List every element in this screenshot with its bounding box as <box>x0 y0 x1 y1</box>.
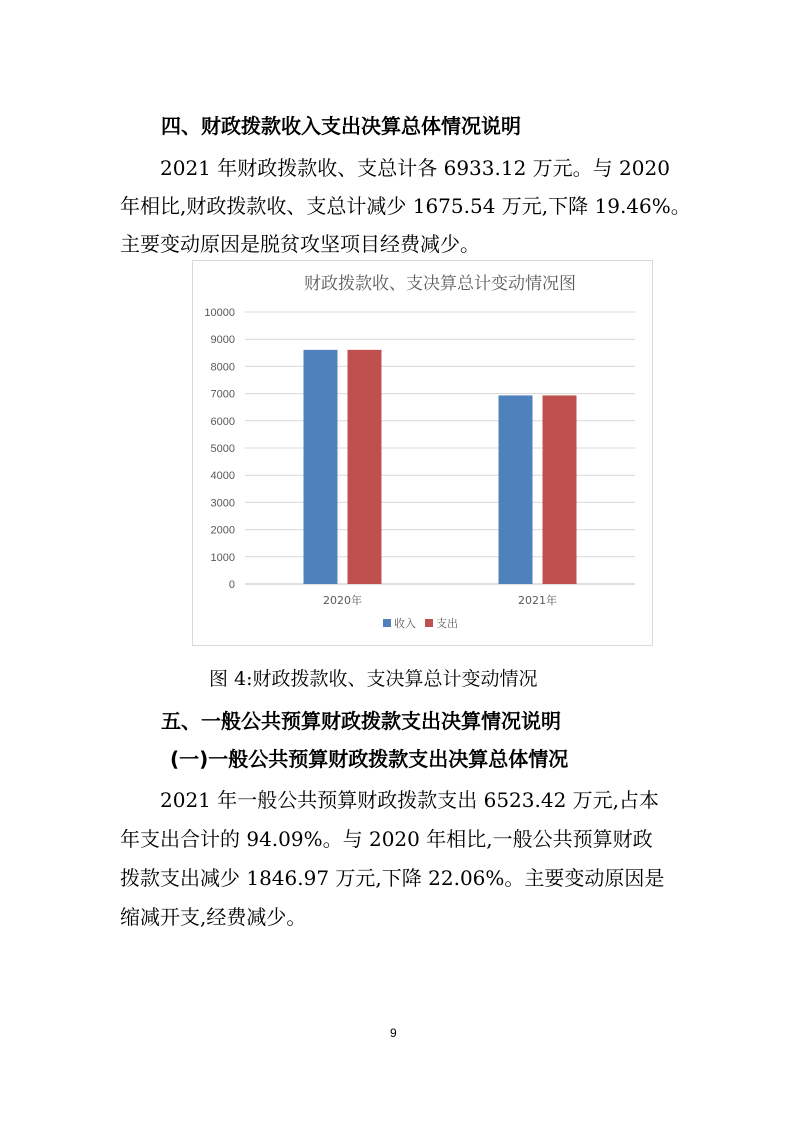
bar-支出-2021年 <box>543 395 577 584</box>
y-tick-label: 3000 <box>210 497 235 510</box>
section4-heading: 四、财政拨款收入支出决算总体情况说明 <box>161 114 521 138</box>
y-tick-label: 0 <box>228 579 235 591</box>
figure-caption: 图 4:财政拨款收、支决算总计变动情况 <box>209 668 538 690</box>
section4-line-2: 年相比,财政拨款收、支总计减少 1675.54 万元,下降 19.46%。 <box>120 194 691 218</box>
chart-canvas <box>193 261 654 647</box>
y-tick-label: 5000 <box>210 443 235 455</box>
bar-收入-2021年 <box>499 395 533 584</box>
y-tick-label: 9000 <box>210 334 235 347</box>
legend-swatch-收入 <box>383 619 391 627</box>
section4-line-3: 主要变动原因是脱贫攻坚项目经费减少。 <box>120 232 480 256</box>
y-tick-label: 6000 <box>210 415 235 428</box>
page-number: 9 <box>390 1026 397 1040</box>
y-tick-label: 8000 <box>210 361 235 374</box>
y-tick-label: 2000 <box>210 524 235 537</box>
section4-line-1: 2021 年财政拨款收、支总计各 6933.12 万元。与 2020 <box>160 156 670 180</box>
section5-line-3: 拨款支出减少 1846.97 万元,下降 22.06%。主要变动原因是 <box>120 866 665 890</box>
legend-label: 支出 <box>436 617 458 630</box>
chart-title: 财政拨款收、支决算总计变动情况图 <box>304 274 576 294</box>
y-tick-label: 4000 <box>210 470 235 483</box>
bar-收入-2020年 <box>304 350 338 584</box>
legend-label: 收入 <box>394 617 416 630</box>
bar-chart <box>192 260 653 646</box>
y-tick-label: 10000 <box>204 307 235 319</box>
x-tick-label: 2021年 <box>518 594 557 607</box>
section5-line-2: 年支出合计的 94.09%。与 2020 年相比,一般公共预算财政 <box>120 827 653 851</box>
section5-heading: 五、一般公共预算财政拨款支出决算情况说明 <box>161 709 561 733</box>
y-tick-label: 7000 <box>210 388 235 401</box>
section5-line-1: 2021 年一般公共预算财政拨款支出 6523.42 万元,占本 <box>160 788 660 812</box>
section5-subheading: (一)一般公共预算财政拨款支出决算总体情况 <box>170 747 569 771</box>
x-tick-label: 2020年 <box>323 594 362 607</box>
bar-支出-2020年 <box>348 350 382 584</box>
y-tick-label: 1000 <box>210 551 235 564</box>
section5-line-4: 缩减开支,经费减少。 <box>120 905 307 929</box>
legend-swatch-支出 <box>425 619 433 627</box>
